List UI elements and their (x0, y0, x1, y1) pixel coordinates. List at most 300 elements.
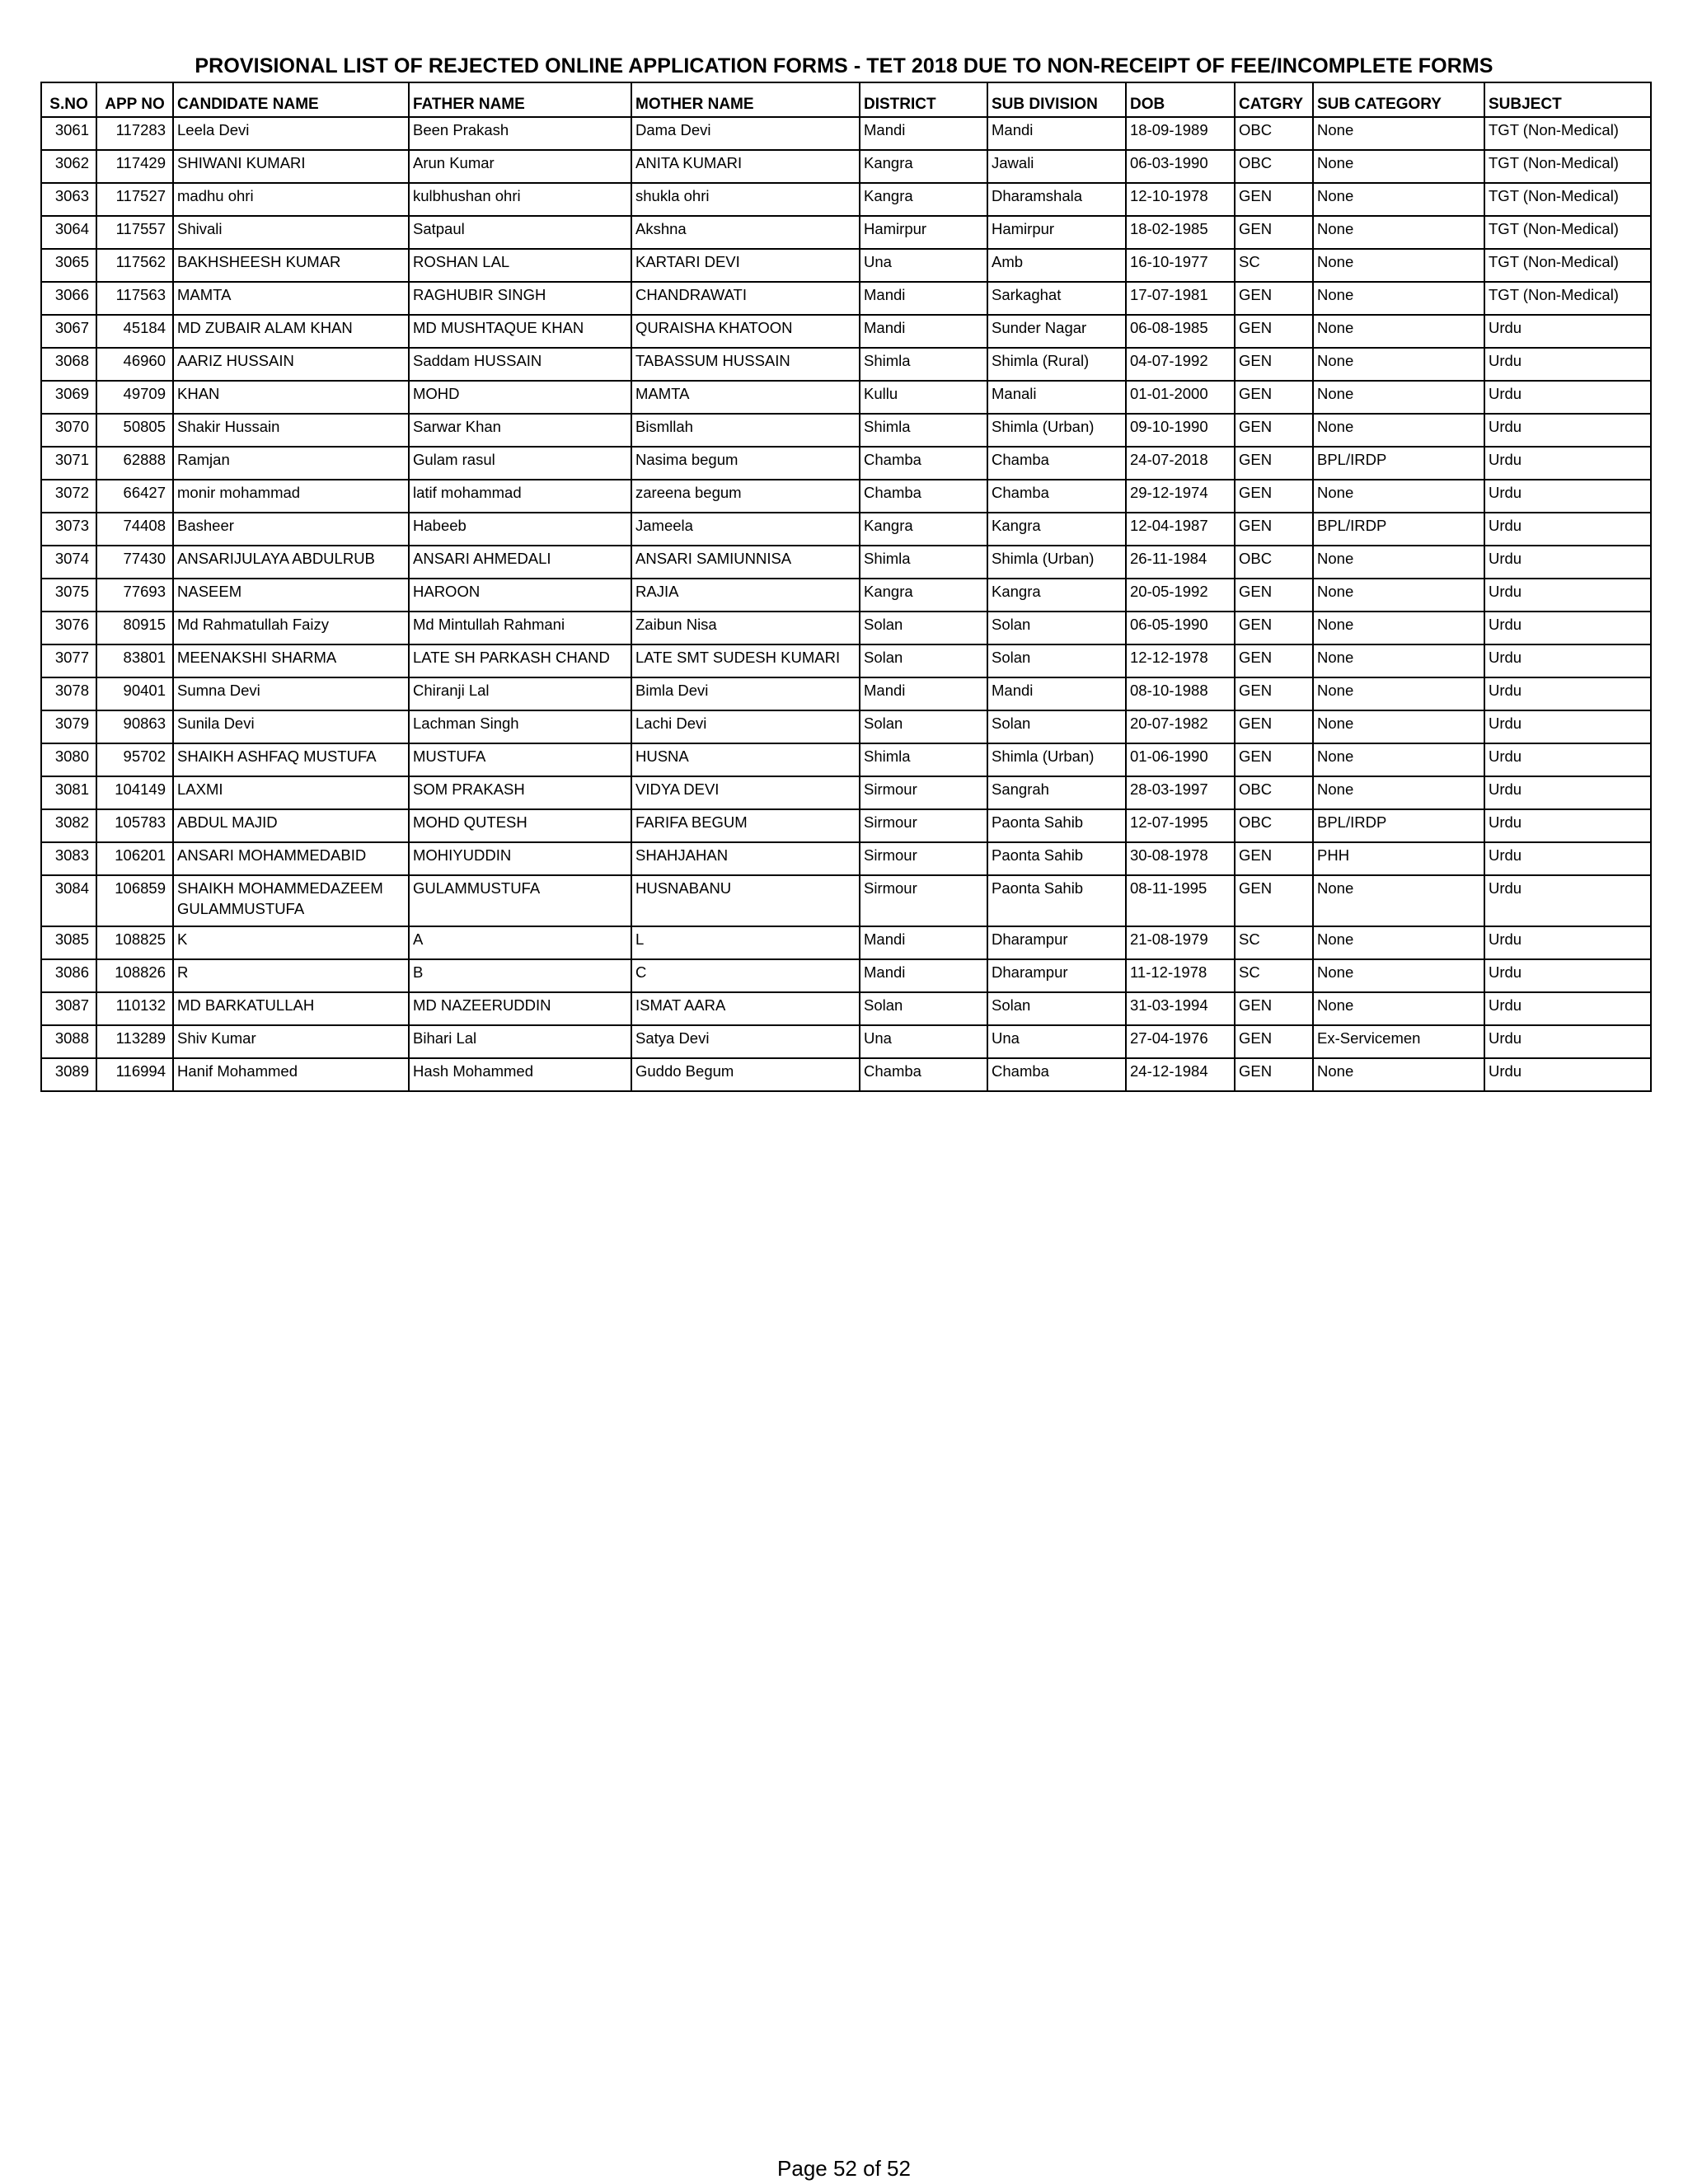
cell-sno: 3072 (41, 480, 96, 513)
cell-candidate-name: Shivali (173, 216, 409, 249)
cell-category: GEN (1235, 875, 1313, 926)
cell-mother-name: zareena begum (631, 480, 860, 513)
table-row (41, 480, 1651, 513)
cell-candidate-name: MD BARKATULLAH (173, 992, 409, 1025)
cell-sub-division: Solan (987, 710, 1126, 743)
cell-subject: TGT (Non-Medical) (1484, 249, 1651, 282)
cell-district: Mandi (860, 315, 987, 348)
cell-subject: Urdu (1484, 348, 1651, 381)
cell-sno: 3061 (41, 117, 96, 150)
cell-dob: 08-10-1988 (1126, 677, 1235, 710)
cell-father-name: Chiranji Lal (409, 677, 631, 710)
cell-subject: Urdu (1484, 612, 1651, 644)
cell-sno: 3071 (41, 447, 96, 480)
cell-district: Solan (860, 644, 987, 677)
cell-subject: Urdu (1484, 926, 1651, 959)
cell-dob: 18-09-1989 (1126, 117, 1235, 150)
cell-father-name: HAROON (409, 579, 631, 612)
cell-subject: Urdu (1484, 480, 1651, 513)
table-row (41, 348, 1651, 381)
cell-dob: 17-07-1981 (1126, 282, 1235, 315)
cell-sub-division: Sangrah (987, 776, 1126, 809)
cell-mother-name: MAMTA (631, 381, 860, 414)
cell-sno: 3063 (41, 183, 96, 216)
cell-app-no: 83801 (96, 644, 173, 677)
cell-category: GEN (1235, 842, 1313, 875)
cell-subject: Urdu (1484, 776, 1651, 809)
cell-sub-division: Hamirpur (987, 216, 1126, 249)
cell-father-name: GULAMMUSTUFA (409, 875, 631, 926)
cell-father-name: Saddam HUSSAIN (409, 348, 631, 381)
cell-category: OBC (1235, 809, 1313, 842)
table-row (41, 926, 1651, 959)
table-row (41, 447, 1651, 480)
cell-district: Una (860, 1025, 987, 1058)
cell-app-no: 46960 (96, 348, 173, 381)
cell-father-name: Md Mintullah Rahmani (409, 612, 631, 644)
cell-father-name: MOHD QUTESH (409, 809, 631, 842)
cell-father-name: B (409, 959, 631, 992)
cell-subject: Urdu (1484, 959, 1651, 992)
cell-candidate-name: MAMTA (173, 282, 409, 315)
cell-category: OBC (1235, 150, 1313, 183)
cell-father-name: Gulam rasul (409, 447, 631, 480)
cell-category: GEN (1235, 216, 1313, 249)
cell-dob: 06-08-1985 (1126, 315, 1235, 348)
cell-sno: 3085 (41, 926, 96, 959)
cell-dob: 04-07-1992 (1126, 348, 1235, 381)
cell-father-name: kulbhushan ohri (409, 183, 631, 216)
cell-mother-name: Zaibun Nisa (631, 612, 860, 644)
cell-app-no: 117527 (96, 183, 173, 216)
table-row (41, 809, 1651, 842)
table-row (41, 315, 1651, 348)
cell-dob: 28-03-1997 (1126, 776, 1235, 809)
table-row (41, 644, 1651, 677)
cell-category: OBC (1235, 117, 1313, 150)
document-title: PROVISIONAL LIST OF REJECTED ONLINE APPLICATION FORMS - TET 2018 DUE TO NON-RECEIPT OF FEE/INCOMPLETE FORMS (195, 54, 1493, 77)
cell-dob: 12-07-1995 (1126, 809, 1235, 842)
cell-sub-division: Solan (987, 992, 1126, 1025)
cell-sno: 3083 (41, 842, 96, 875)
cell-sub-category: None (1313, 612, 1484, 644)
cell-app-no: 113289 (96, 1025, 173, 1058)
cell-mother-name: Guddo Begum (631, 1058, 860, 1091)
cell-father-name: LATE SH PARKASH CHAND (409, 644, 631, 677)
cell-sub-division: Paonta Sahib (987, 809, 1126, 842)
cell-subject: Urdu (1484, 447, 1651, 480)
cell-sub-division: Dharampur (987, 926, 1126, 959)
table-row (41, 875, 1651, 926)
cell-dob: 24-07-2018 (1126, 447, 1235, 480)
cell-sub-division: Mandi (987, 677, 1126, 710)
cell-app-no: 108825 (96, 926, 173, 959)
table-header-row (41, 82, 1651, 117)
cell-sub-category: None (1313, 644, 1484, 677)
cell-mother-name: KARTARI DEVI (631, 249, 860, 282)
cell-father-name: RAGHUBIR SINGH (409, 282, 631, 315)
cell-candidate-name: Sunila Devi (173, 710, 409, 743)
cell-sno: 3073 (41, 513, 96, 546)
cell-app-no: 95702 (96, 743, 173, 776)
cell-category: GEN (1235, 743, 1313, 776)
cell-dob: 31-03-1994 (1126, 992, 1235, 1025)
table-row (41, 117, 1651, 150)
cell-app-no: 66427 (96, 480, 173, 513)
cell-app-no: 45184 (96, 315, 173, 348)
cell-district: Kullu (860, 381, 987, 414)
cell-category: GEN (1235, 315, 1313, 348)
cell-subject: TGT (Non-Medical) (1484, 150, 1651, 183)
cell-subject: Urdu (1484, 414, 1651, 447)
table-row (41, 282, 1651, 315)
cell-dob: 08-11-1995 (1126, 875, 1235, 926)
cell-district: Sirmour (860, 842, 987, 875)
table-row (41, 579, 1651, 612)
cell-sub-category: None (1313, 776, 1484, 809)
cell-sub-division: Chamba (987, 447, 1126, 480)
cell-subject: Urdu (1484, 1058, 1651, 1091)
cell-category: GEN (1235, 579, 1313, 612)
cell-subject: TGT (Non-Medical) (1484, 183, 1651, 216)
cell-dob: 27-04-1976 (1126, 1025, 1235, 1058)
cell-candidate-name: ANSARIJULAYA ABDULRUB (173, 546, 409, 579)
cell-candidate-name: K (173, 926, 409, 959)
cell-category: SC (1235, 926, 1313, 959)
cell-mother-name: SHAHJAHAN (631, 842, 860, 875)
cell-dob: 12-12-1978 (1126, 644, 1235, 677)
cell-sub-category: None (1313, 348, 1484, 381)
cell-sub-category: None (1313, 1058, 1484, 1091)
cell-sub-category: None (1313, 579, 1484, 612)
cell-dob: 06-03-1990 (1126, 150, 1235, 183)
table-row (41, 249, 1651, 282)
cell-sub-division: Manali (987, 381, 1126, 414)
cell-dob: 20-07-1982 (1126, 710, 1235, 743)
cell-app-no: 117557 (96, 216, 173, 249)
cell-sub-category: BPL/IRDP (1313, 809, 1484, 842)
cell-district: Kangra (860, 183, 987, 216)
cell-sno: 3065 (41, 249, 96, 282)
cell-app-no: 74408 (96, 513, 173, 546)
cell-candidate-name: R (173, 959, 409, 992)
cell-candidate-name: MD ZUBAIR ALAM KHAN (173, 315, 409, 348)
cell-mother-name: C (631, 959, 860, 992)
cell-dob: 06-05-1990 (1126, 612, 1235, 644)
cell-subject: Urdu (1484, 842, 1651, 875)
cell-sub-division: Shimla (Urban) (987, 546, 1126, 579)
cell-sno: 3078 (41, 677, 96, 710)
cell-category: GEN (1235, 183, 1313, 216)
cell-category: GEN (1235, 348, 1313, 381)
cell-subject: Urdu (1484, 710, 1651, 743)
cell-app-no: 110132 (96, 992, 173, 1025)
cell-sub-category: None (1313, 743, 1484, 776)
cell-category: GEN (1235, 480, 1313, 513)
table-row (41, 612, 1651, 644)
cell-candidate-name: MEENAKSHI SHARMA (173, 644, 409, 677)
header-mother-name: MOTHER NAME (631, 82, 860, 117)
cell-category: GEN (1235, 414, 1313, 447)
cell-category: SC (1235, 959, 1313, 992)
cell-sub-category: None (1313, 875, 1484, 926)
cell-father-name: Sarwar Khan (409, 414, 631, 447)
page-number: Page 52 of 52 (777, 2156, 911, 2181)
cell-district: Shimla (860, 414, 987, 447)
table-row (41, 959, 1651, 992)
cell-candidate-name: KHAN (173, 381, 409, 414)
cell-subject: Urdu (1484, 809, 1651, 842)
cell-father-name: MOHIYUDDIN (409, 842, 631, 875)
cell-father-name: Lachman Singh (409, 710, 631, 743)
cell-district: Shimla (860, 348, 987, 381)
cell-sno: 3089 (41, 1058, 96, 1091)
cell-candidate-name: Leela Devi (173, 117, 409, 150)
cell-subject: Urdu (1484, 992, 1651, 1025)
cell-district: Solan (860, 612, 987, 644)
cell-subject: TGT (Non-Medical) (1484, 282, 1651, 315)
table-row (41, 992, 1651, 1025)
cell-candidate-name: Shiv Kumar (173, 1025, 409, 1058)
cell-category: GEN (1235, 710, 1313, 743)
cell-father-name: A (409, 926, 631, 959)
cell-mother-name: TABASSUM HUSSAIN (631, 348, 860, 381)
cell-app-no: 90863 (96, 710, 173, 743)
cell-sub-category: None (1313, 315, 1484, 348)
table-row (41, 381, 1651, 414)
cell-father-name: SOM PRAKASH (409, 776, 631, 809)
cell-district: Kangra (860, 150, 987, 183)
cell-app-no: 106859 (96, 875, 173, 926)
cell-sno: 3067 (41, 315, 96, 348)
cell-subject: TGT (Non-Medical) (1484, 117, 1651, 150)
cell-sno: 3069 (41, 381, 96, 414)
cell-sub-category: Ex-Servicemen (1313, 1025, 1484, 1058)
cell-app-no: 80915 (96, 612, 173, 644)
cell-app-no: 104149 (96, 776, 173, 809)
cell-sub-division: Mandi (987, 117, 1126, 150)
table-row (41, 776, 1651, 809)
cell-sno: 3084 (41, 875, 96, 926)
cell-mother-name: HUSNA (631, 743, 860, 776)
cell-subject: TGT (Non-Medical) (1484, 216, 1651, 249)
table-row (41, 150, 1651, 183)
table-row (41, 842, 1651, 875)
cell-sub-division: Dharamshala (987, 183, 1126, 216)
cell-dob: 20-05-1992 (1126, 579, 1235, 612)
cell-father-name: Satpaul (409, 216, 631, 249)
cell-category: OBC (1235, 776, 1313, 809)
cell-category: SC (1235, 249, 1313, 282)
cell-candidate-name: SHAIKH ASHFAQ MUSTUFA (173, 743, 409, 776)
cell-district: Chamba (860, 447, 987, 480)
cell-sub-division: Chamba (987, 1058, 1126, 1091)
cell-candidate-name: BAKHSHEESH KUMAR (173, 249, 409, 282)
cell-mother-name: LATE SMT SUDESH KUMARI (631, 644, 860, 677)
cell-father-name: Habeeb (409, 513, 631, 546)
cell-candidate-name: ANSARI MOHAMMEDABID (173, 842, 409, 875)
cell-mother-name: shukla ohri (631, 183, 860, 216)
cell-sno: 3074 (41, 546, 96, 579)
cell-category: GEN (1235, 1025, 1313, 1058)
cell-app-no: 77430 (96, 546, 173, 579)
cell-mother-name: Lachi Devi (631, 710, 860, 743)
cell-dob: 16-10-1977 (1126, 249, 1235, 282)
cell-father-name: Arun Kumar (409, 150, 631, 183)
cell-dob: 01-01-2000 (1126, 381, 1235, 414)
cell-mother-name: HUSNABANU (631, 875, 860, 926)
cell-district: Hamirpur (860, 216, 987, 249)
cell-app-no: 77693 (96, 579, 173, 612)
header-app-no: APP NO (96, 82, 173, 117)
cell-sub-category: None (1313, 183, 1484, 216)
cell-district: Solan (860, 992, 987, 1025)
cell-app-no: 49709 (96, 381, 173, 414)
cell-sno: 3077 (41, 644, 96, 677)
cell-sno: 3076 (41, 612, 96, 644)
cell-app-no: 106201 (96, 842, 173, 875)
cell-subject: Urdu (1484, 579, 1651, 612)
cell-father-name: MD NAZEERUDDIN (409, 992, 631, 1025)
cell-sub-division: Dharampur (987, 959, 1126, 992)
cell-subject: Urdu (1484, 1025, 1651, 1058)
cell-category: GEN (1235, 992, 1313, 1025)
cell-district: Chamba (860, 480, 987, 513)
header-district: DISTRICT (860, 82, 987, 117)
cell-mother-name: QURAISHA KHATOON (631, 315, 860, 348)
cell-mother-name: VIDYA DEVI (631, 776, 860, 809)
cell-dob: 21-08-1979 (1126, 926, 1235, 959)
cell-app-no: 117563 (96, 282, 173, 315)
cell-sub-category: None (1313, 677, 1484, 710)
cell-app-no: 90401 (96, 677, 173, 710)
cell-candidate-name: Hanif Mohammed (173, 1058, 409, 1091)
cell-category: OBC (1235, 546, 1313, 579)
cell-sno: 3086 (41, 959, 96, 992)
rejected-applications-table (40, 82, 1652, 1092)
cell-mother-name: L (631, 926, 860, 959)
cell-district: Una (860, 249, 987, 282)
cell-sno: 3087 (41, 992, 96, 1025)
cell-candidate-name: ABDUL MAJID (173, 809, 409, 842)
cell-dob: 09-10-1990 (1126, 414, 1235, 447)
cell-app-no: 117429 (96, 150, 173, 183)
table-row (41, 710, 1651, 743)
cell-sub-category: PHH (1313, 842, 1484, 875)
cell-sub-division: Una (987, 1025, 1126, 1058)
cell-sno: 3082 (41, 809, 96, 842)
table-row (41, 513, 1651, 546)
cell-district: Sirmour (860, 875, 987, 926)
cell-sub-category: BPL/IRDP (1313, 513, 1484, 546)
cell-category: GEN (1235, 677, 1313, 710)
cell-dob: 12-04-1987 (1126, 513, 1235, 546)
table-row (41, 216, 1651, 249)
cell-app-no: 116994 (96, 1058, 173, 1091)
cell-mother-name: ANITA KUMARI (631, 150, 860, 183)
cell-mother-name: Akshna (631, 216, 860, 249)
cell-district: Shimla (860, 546, 987, 579)
cell-app-no: 117283 (96, 117, 173, 150)
cell-sub-division: Amb (987, 249, 1126, 282)
cell-app-no: 50805 (96, 414, 173, 447)
cell-candidate-name: Md Rahmatullah Faizy (173, 612, 409, 644)
cell-district: Mandi (860, 959, 987, 992)
cell-sub-category: None (1313, 282, 1484, 315)
cell-sub-category: None (1313, 117, 1484, 150)
cell-candidate-name: madhu ohri (173, 183, 409, 216)
cell-district: Kangra (860, 513, 987, 546)
cell-subject: Urdu (1484, 743, 1651, 776)
cell-mother-name: ISMAT AARA (631, 992, 860, 1025)
cell-sub-division: Solan (987, 644, 1126, 677)
cell-mother-name: Satya Devi (631, 1025, 860, 1058)
cell-subject: Urdu (1484, 546, 1651, 579)
cell-sub-category: None (1313, 546, 1484, 579)
cell-dob: 18-02-1985 (1126, 216, 1235, 249)
cell-app-no: 62888 (96, 447, 173, 480)
cell-sub-category: None (1313, 249, 1484, 282)
cell-category: GEN (1235, 612, 1313, 644)
cell-sub-division: Shimla (Urban) (987, 743, 1126, 776)
cell-category: GEN (1235, 381, 1313, 414)
cell-sub-division: Shimla (Urban) (987, 414, 1126, 447)
table-row (41, 183, 1651, 216)
cell-sub-category: None (1313, 959, 1484, 992)
cell-candidate-name: Ramjan (173, 447, 409, 480)
cell-sub-category: None (1313, 381, 1484, 414)
cell-candidate-name: Sumna Devi (173, 677, 409, 710)
header-category: CATGRY (1235, 82, 1313, 117)
cell-sub-category: None (1313, 992, 1484, 1025)
cell-sno: 3075 (41, 579, 96, 612)
cell-app-no: 108826 (96, 959, 173, 992)
table-row (41, 1025, 1651, 1058)
cell-candidate-name: SHAIKH MOHAMMEDAZEEM GULAMMUSTUFA (173, 875, 409, 926)
table-body (41, 117, 1651, 1091)
cell-mother-name: CHANDRAWATI (631, 282, 860, 315)
cell-candidate-name: monir mohammad (173, 480, 409, 513)
cell-candidate-name: AARIZ HUSSAIN (173, 348, 409, 381)
cell-sub-division: Solan (987, 612, 1126, 644)
cell-sub-category: BPL/IRDP (1313, 447, 1484, 480)
cell-dob: 29-12-1974 (1126, 480, 1235, 513)
cell-district: Mandi (860, 677, 987, 710)
cell-sub-division: Kangra (987, 513, 1126, 546)
cell-sub-category: None (1313, 216, 1484, 249)
cell-sno: 3081 (41, 776, 96, 809)
cell-mother-name: Bismllah (631, 414, 860, 447)
cell-district: Sirmour (860, 776, 987, 809)
cell-sno: 3070 (41, 414, 96, 447)
header-father-name: FATHER NAME (409, 82, 631, 117)
cell-father-name: Been Prakash (409, 117, 631, 150)
header-sub-category: SUB CATEGORY (1313, 82, 1484, 117)
header-dob: DOB (1126, 82, 1235, 117)
cell-mother-name: FARIFA BEGUM (631, 809, 860, 842)
cell-sno: 3062 (41, 150, 96, 183)
cell-sub-division: Jawali (987, 150, 1126, 183)
cell-candidate-name: Basheer (173, 513, 409, 546)
cell-sub-division: Paonta Sahib (987, 875, 1126, 926)
cell-district: Chamba (860, 1058, 987, 1091)
cell-father-name: latif mohammad (409, 480, 631, 513)
cell-sub-division: Sunder Nagar (987, 315, 1126, 348)
cell-sub-category: None (1313, 150, 1484, 183)
cell-sub-category: None (1313, 710, 1484, 743)
cell-app-no: 105783 (96, 809, 173, 842)
cell-district: Mandi (860, 117, 987, 150)
